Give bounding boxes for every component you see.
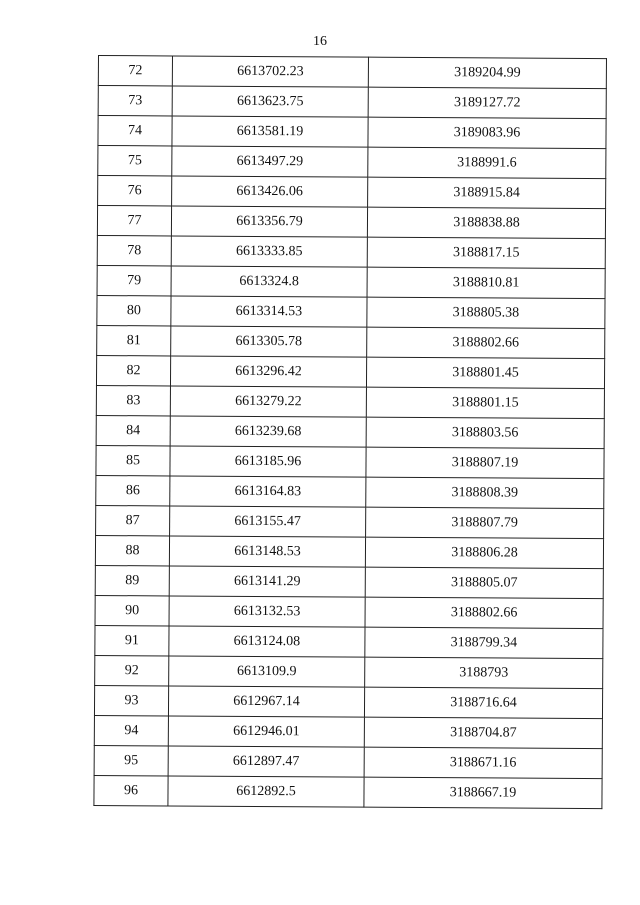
x-coordinate-cell: 6613185.96 [170,446,366,477]
y-coordinate-cell: 3189127.72 [368,87,606,118]
point-number-cell: 87 [96,505,170,535]
y-coordinate-cell: 3188810.81 [367,267,605,298]
y-coordinate-cell: 3188807.19 [366,447,604,478]
y-coordinate-cell: 3188799.34 [365,627,603,658]
table-row [94,775,602,808]
x-coordinate-cell: 6613581.19 [172,116,368,147]
x-coordinate-cell: 6613623.75 [172,86,368,117]
y-coordinate-cell: 3188991.6 [368,147,606,178]
point-number-cell: 77 [97,206,171,236]
point-number-cell: 84 [96,415,170,445]
y-coordinate-cell: 3188801.45 [366,357,604,388]
point-number-cell: 73 [98,86,172,116]
table-row [95,655,603,688]
table-row [97,206,605,239]
x-coordinate-cell: 6613109.9 [169,656,365,687]
y-coordinate-cell: 3188838.88 [367,207,605,238]
point-number-cell: 95 [94,745,168,775]
point-number-cell: 74 [98,116,172,146]
point-number-cell: 90 [95,595,169,625]
x-coordinate-cell: 6613426.06 [172,176,368,207]
y-coordinate-cell: 3188817.15 [367,237,605,268]
page-number: 16 [313,34,327,49]
point-number-cell: 85 [96,445,170,475]
table-row [97,325,605,358]
x-coordinate-cell: 6612892.5 [168,776,364,807]
point-number-cell: 83 [96,385,170,415]
table-row [95,565,603,598]
y-coordinate-cell: 3188793 [365,657,603,688]
point-number-cell: 81 [97,325,171,355]
x-coordinate-cell: 6613279.22 [170,386,366,417]
coordinate-table [93,55,607,809]
x-coordinate-cell: 6613356.79 [171,206,367,237]
point-number-cell: 72 [98,56,172,86]
y-coordinate-cell: 3188802.66 [367,327,605,358]
table-row [96,385,604,418]
point-number-cell: 93 [94,685,168,715]
point-number-cell: 88 [95,535,169,565]
table-row [96,355,604,388]
y-coordinate-cell: 3188805.38 [367,297,605,328]
table-row [97,265,605,298]
y-coordinate-cell: 3188803.56 [366,417,604,448]
point-number-cell: 89 [95,565,169,595]
table-row [96,445,604,478]
y-coordinate-cell: 3188716.64 [364,687,602,718]
x-coordinate-cell: 6613239.68 [170,416,366,447]
y-coordinate-cell: 3188667.19 [364,777,602,808]
table-row [97,235,605,268]
y-coordinate-cell: 3188802.66 [365,597,603,628]
x-coordinate-cell: 6613148.53 [169,536,365,567]
y-coordinate-cell: 3189204.99 [368,57,606,88]
x-coordinate-cell: 6613141.29 [169,566,365,597]
x-coordinate-cell: 6612897.47 [168,746,364,777]
x-coordinate-cell: 6612967.14 [168,686,364,717]
x-coordinate-cell: 6613296.42 [170,356,366,387]
table-row [95,535,603,568]
point-number-cell: 91 [95,625,169,655]
table-row [95,595,603,628]
point-number-cell: 76 [98,176,172,206]
table-row [94,715,602,748]
x-coordinate-cell: 6613497.29 [172,146,368,177]
point-number-cell: 86 [96,475,170,505]
y-coordinate-cell: 3188808.39 [366,477,604,508]
y-coordinate-cell: 3188806.28 [365,537,603,568]
y-coordinate-cell: 3188704.87 [364,717,602,748]
table-row [98,56,606,89]
table-row [96,505,604,538]
table-row [98,146,606,179]
table-row [95,625,603,658]
point-number-cell: 79 [97,265,171,295]
y-coordinate-cell: 3188807.79 [366,507,604,538]
x-coordinate-cell: 6613702.23 [172,56,368,87]
point-number-cell: 94 [94,715,168,745]
y-coordinate-cell: 3189083.96 [368,117,606,148]
point-number-cell: 75 [98,146,172,176]
x-coordinate-cell: 6613305.78 [171,326,367,357]
y-coordinate-cell: 3188915.84 [368,177,606,208]
y-coordinate-cell: 3188805.07 [365,567,603,598]
table-row [94,685,602,718]
table-row [98,176,606,209]
point-number-cell: 92 [95,655,169,685]
x-coordinate-cell: 6613314.53 [171,296,367,327]
x-coordinate-cell: 6613124.08 [169,626,365,657]
x-coordinate-cell: 6613324.8 [171,266,367,297]
table-row [94,745,602,778]
x-coordinate-cell: 6613132.53 [169,596,365,627]
table-row [97,295,605,328]
x-coordinate-cell: 6613155.47 [170,506,366,537]
point-number-cell: 80 [97,295,171,325]
point-number-cell: 96 [94,775,168,805]
point-number-cell: 82 [96,355,170,385]
y-coordinate-cell: 3188801.15 [366,387,604,418]
x-coordinate-cell: 6613333.85 [171,236,367,267]
table-row [98,86,606,119]
x-coordinate-cell: 6613164.83 [170,476,366,507]
table-row [96,475,604,508]
table-row [98,116,606,149]
point-number-cell: 78 [97,235,171,265]
table-row [96,415,604,448]
table-body [94,56,607,809]
y-coordinate-cell: 3188671.16 [364,747,602,778]
x-coordinate-cell: 6612946.01 [168,716,364,747]
